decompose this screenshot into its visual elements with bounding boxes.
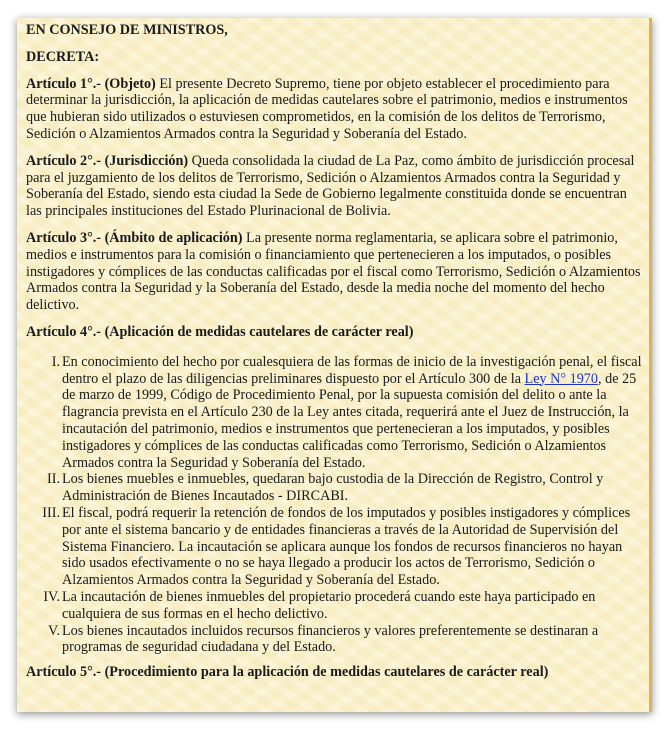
decreta-heading: DECRETA: [26,48,100,65]
list-item: III. El fiscal, podrá requerir la retención de fondos de los imputados y posibles instigadores y cómplices por ante el sistema bancario y de entidades financieras a través de la Autoridad de Supervisión del Sistema Financiero. La incautación se aplicara aunque los fondos de recursos financieros no hayan sido usados efectivamente o no se haya llegado a producir los actos de Terrorismo, Sedición o Alzamientos Armados contra la Seguridad y Soberanía del Estado. [42,504,631,589]
list-item: V. Los bienes incautados incluidos recursos financieros y valores preferentemente se destinaran a programas de seguridad ciudadana y del Estado. [48,622,599,656]
council-header: EN CONSEJO DE MINISTROS, [26,22,228,38]
article-title: Artículo 3°.- (Ámbito de aplicación) [26,229,243,246]
list-item: I. En conocimiento del hecho por cualesquiera de las formas de inicio de la investigación penal, el fiscal dentro el plazo de las diligencias preliminares dispuesto por el Artículo 300 de la Ley N° 1970, de 25 de marzo de 1999, Código de Procedimiento Penal, por la supuesta comisión del delito o ante la flagrancia prevista en el Artículo 230 de la Ley antes citada, requerirá ante el Juez de Instrucción, la incautación del patrimonio, medios e instrumentos que pertenecieran a los imputados, y posibles instigadores y cómplices de las conductas calificadas como Terrorismo, Sedición o Alzamientos Armados contra la Seguridad y Soberanía del Estado. [51,353,642,471]
article-1 [26,76,645,143]
document-content [17,18,649,687]
article-text: La presente norma reglamentaria, se aplicara sobre el patrimonio, medios e instrumentos para la comisión o financiamiento que pertenecieren a los imputados, o posibles instigadores y cómplices de las conductas calificadas por el fiscal como Terrorismo, Sedición o Alzamientos Armados contra la Seguridad y la Soberanía del Estado, desde la media noche del momento del hecho delictivo. [26,229,641,314]
article-5-title: Artículo 5°.- (Procedimiento para la aplicación de medidas cautelares de carácter real) [26,664,549,681]
list-item: II. Los bienes muebles e inmuebles, quedaran bajo custodia de la Dirección de Registro, Control y Administración de Bienes Incautados - DIRCABI. [47,471,604,505]
article-4-list [26,354,645,656]
article-text: Queda consolidada la ciudad de La Paz, como ámbito de jurisdicción procesal para el juzgamiento de los delitos de Terrorismo, Sedición o Alzamientos Armados contra la Seguridad y Soberanía del Estado, siendo esta ciudad la Sede de Gobierno legalmente constituida donde se encuentran las principales instituciones del Estado Plurinacional de Bolivia. [26,152,635,220]
list-item: IV. La incautación de bienes inmuebles del propietario procederá cuando este haya participado en cualquiera de sus formas en el hecho delictivo. [43,588,596,622]
document-panel [17,18,652,712]
article-text: El presente Decreto Supremo, tiene por objeto establecer el procedimiento para determinar la jurisdicción, la aplicación de medidas cautelares sobre el patrimonio, medios e instrumentos que hubieran sido utilizados o estuviesen comprometidos, en la comisión de los delitos de Terrorismo, Sedición o Alzamientos Armados contra la Seguridad y Soberanía del Estado. [26,75,628,142]
article-2 [26,153,645,220]
ley-1970-link[interactable]: Ley N° 1970 [524,370,598,387]
article-3 [26,230,645,314]
article-title: Artículo 2°.- (Jurisdicción) [26,152,189,169]
article-4-title: Artículo 4°.- (Aplicación de medidas cautelares de carácter real) [26,323,414,340]
article-title: Artículo 1°.- (Objeto) [26,75,156,92]
